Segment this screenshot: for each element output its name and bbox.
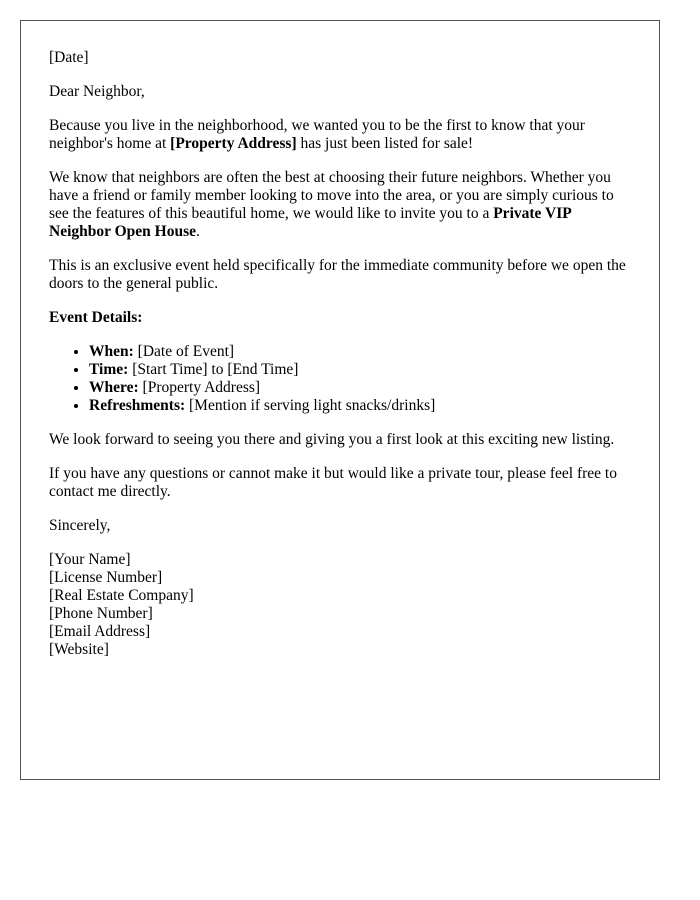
property-address-highlight: [Property Address] bbox=[170, 135, 297, 152]
signature-name: [Your Name] bbox=[49, 551, 131, 568]
paragraph-announcement-text-end: has just been listed for sale! bbox=[296, 135, 474, 152]
signature-block bbox=[49, 551, 631, 659]
letter-salutation: Dear Neighbor, bbox=[49, 83, 145, 100]
event-name-highlight: Private VIP Neighbor Open House bbox=[49, 205, 571, 240]
paragraph-invitation-text-end: . bbox=[196, 223, 200, 240]
event-detail-label: Refreshments: bbox=[89, 397, 186, 414]
signature-website: [Website] bbox=[49, 641, 109, 658]
event-detail-value: [Mention if serving light snacks/drinks] bbox=[185, 397, 436, 414]
paragraph-invitation bbox=[49, 169, 631, 241]
event-details-heading bbox=[49, 309, 631, 327]
paragraph-invitation-text-start: We know that neighbors are often the best at choosing their future neighbors. Whether you have a friend or family member looking to move into the area, or you are simply curious to see the features of this beautiful home, we would like to invite you to a bbox=[49, 169, 614, 222]
signature-license: [License Number] bbox=[49, 569, 163, 586]
paragraph-announcement-text-start: Because you live in the neighborhood, we wanted you to be the first to know that your neighbor's home at bbox=[49, 117, 585, 152]
event-detail-value: [Date of Event] bbox=[133, 343, 235, 360]
event-details-heading-text: Event Details: bbox=[49, 309, 143, 326]
paragraph-contact: If you have any questions or cannot make it but would like a private tour, please feel free to contact me directly. bbox=[49, 465, 617, 500]
event-detail-where bbox=[89, 379, 631, 397]
event-detail-value: [Start Time] to [End Time] bbox=[128, 361, 299, 378]
event-detail-time bbox=[89, 361, 631, 379]
event-detail-label: When: bbox=[89, 343, 134, 360]
event-detail-refreshments bbox=[89, 397, 631, 415]
paragraph-look-forward: We look forward to seeing you there and giving you a first look at this exciting new listing. bbox=[49, 431, 615, 448]
letter-page bbox=[20, 20, 660, 780]
event-detail-label: Time: bbox=[89, 361, 129, 378]
letter-closing: Sincerely, bbox=[49, 517, 111, 534]
letter-date: [Date] bbox=[49, 49, 89, 66]
paragraph-announcement bbox=[49, 117, 631, 153]
event-detail-label: Where: bbox=[89, 379, 139, 396]
signature-company: [Real Estate Company] bbox=[49, 587, 194, 604]
event-detail-value: [Property Address] bbox=[138, 379, 261, 396]
event-detail-when bbox=[89, 343, 631, 361]
event-details-list bbox=[49, 343, 631, 415]
signature-phone: [Phone Number] bbox=[49, 605, 153, 622]
paragraph-exclusive-event: This is an exclusive event held specifically for the immediate community before we open the doors to the general public. bbox=[49, 257, 626, 292]
signature-email: [Email Address] bbox=[49, 623, 151, 640]
